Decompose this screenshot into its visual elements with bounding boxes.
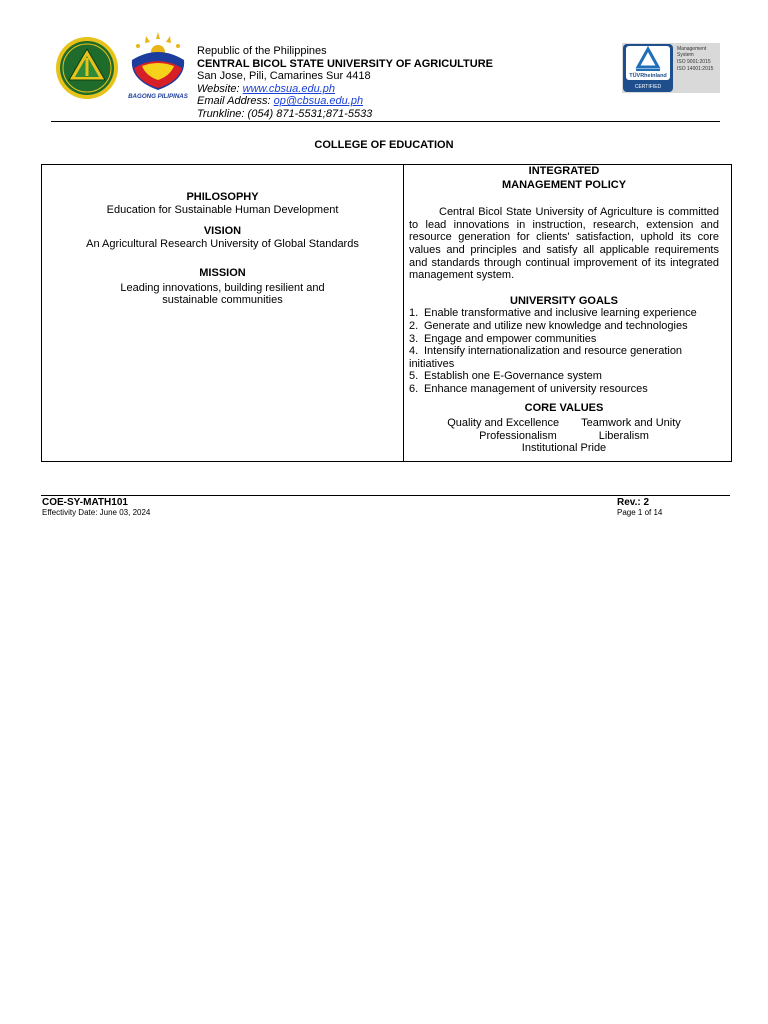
website-label: Website: xyxy=(197,82,243,95)
mission-heading: MISSION xyxy=(199,267,246,279)
goals-list xyxy=(409,307,719,395)
goal-number: 3. xyxy=(409,332,419,345)
document-code: COE-SY-MATH101 xyxy=(42,497,128,508)
cert-line-4: ISO 14001:2015 xyxy=(677,66,714,72)
goal-number: 6. xyxy=(409,382,419,395)
cert-line-1: Management xyxy=(677,46,707,52)
bagong-pilipinas-text: BAGONG PILIPINAS xyxy=(128,93,188,100)
cert-line-2: System xyxy=(677,52,694,58)
country-line: Republic of the Philippines xyxy=(197,45,327,57)
effectivity-date: Effectivity Date: June 03, 2024 xyxy=(42,508,151,517)
goal-item xyxy=(409,320,719,333)
university-seal-logo xyxy=(55,36,119,100)
website-line xyxy=(197,83,493,96)
goal-item xyxy=(409,370,719,383)
goal-number: 5. xyxy=(409,370,419,383)
core-values-row xyxy=(409,417,719,430)
goal-text: Engage and empower communities xyxy=(424,332,597,345)
goal-number: 2. xyxy=(409,319,419,332)
right-column xyxy=(409,165,719,455)
policy-heading-line1: INTEGRATED xyxy=(528,165,600,177)
goal-text: Establish one E-Governance system xyxy=(424,370,602,383)
revision-number: Rev.: 2 xyxy=(617,497,650,508)
core-value: Liberalism xyxy=(598,429,649,442)
philosophy-text: Education for Sustainable Human Development xyxy=(106,203,339,216)
mission-text: Leading innovations, building resilient and sustainable communities xyxy=(120,281,325,306)
email-label: Email Address: xyxy=(197,95,274,108)
goal-item xyxy=(409,383,719,396)
left-column xyxy=(42,191,403,307)
goal-text: Intensify internationalization and resource generation initiatives xyxy=(409,345,683,370)
philosophy-heading: PHILOSOPHY xyxy=(186,191,259,203)
website-link[interactable]: www.cbsua.edu.ph xyxy=(242,82,335,95)
core-value: Teamwork and Unity xyxy=(581,417,681,430)
cert-badge: CERTIFIED xyxy=(634,84,662,90)
core-values-row xyxy=(409,430,719,443)
policy-paragraph: Central Bicol State University of Agriculture is committed to lead innovations in instruction, research, extension and resource generation for clients' satisfaction, uphold its core values and principles and satisfy all applicable requirements and standards through continual improvement of its integrated management system. xyxy=(409,206,719,282)
goal-text: Generate and utilize new knowledge and technologies xyxy=(424,319,688,332)
cert-line-3: ISO 9001:2015 xyxy=(677,59,711,65)
cert-brand: TÜVRheinland xyxy=(629,73,667,79)
policy-heading-line2: MANAGEMENT POLICY xyxy=(501,178,627,191)
bagong-pilipinas-logo xyxy=(124,30,192,100)
goal-item xyxy=(409,333,719,346)
vision-heading: VISION xyxy=(203,225,242,237)
footer-divider xyxy=(41,495,730,496)
tuv-certification-badge xyxy=(622,43,720,93)
header-divider xyxy=(51,121,720,122)
table-column-divider xyxy=(403,164,404,462)
goals-heading: UNIVERSITY GOALS xyxy=(510,294,618,307)
email-line xyxy=(197,95,493,108)
college-title: COLLEGE OF EDUCATION xyxy=(314,139,454,151)
trunkline: Trunkline: (054) 871-5531;871-5533 xyxy=(197,107,373,120)
goal-text: Enable transformative and inclusive learning experience xyxy=(424,307,697,320)
header-text-block xyxy=(197,45,493,121)
goal-text: Enhance management of university resources xyxy=(424,382,648,395)
core-value: Institutional Pride xyxy=(521,442,607,455)
university-name: CENTRAL BICOL STATE UNIVERSITY OF AGRICULTURE xyxy=(197,57,493,70)
page-number: Page 1 of 14 xyxy=(617,508,663,517)
goal-number: 1. xyxy=(409,307,419,320)
address-line: San Jose, Pili, Camarines Sur 4418 xyxy=(197,70,371,83)
goal-item xyxy=(409,307,719,320)
core-value: Quality and Excellence xyxy=(447,417,560,430)
core-values-heading: CORE VALUES xyxy=(524,401,604,414)
core-values-row xyxy=(409,442,719,455)
goal-item xyxy=(409,345,719,370)
email-link[interactable]: op@cbsua.edu.ph xyxy=(273,95,364,108)
core-value: Professionalism xyxy=(479,429,557,442)
goal-number: 4. xyxy=(409,345,419,358)
vision-text: An Agricultural Research University of Global Standards xyxy=(86,237,359,250)
